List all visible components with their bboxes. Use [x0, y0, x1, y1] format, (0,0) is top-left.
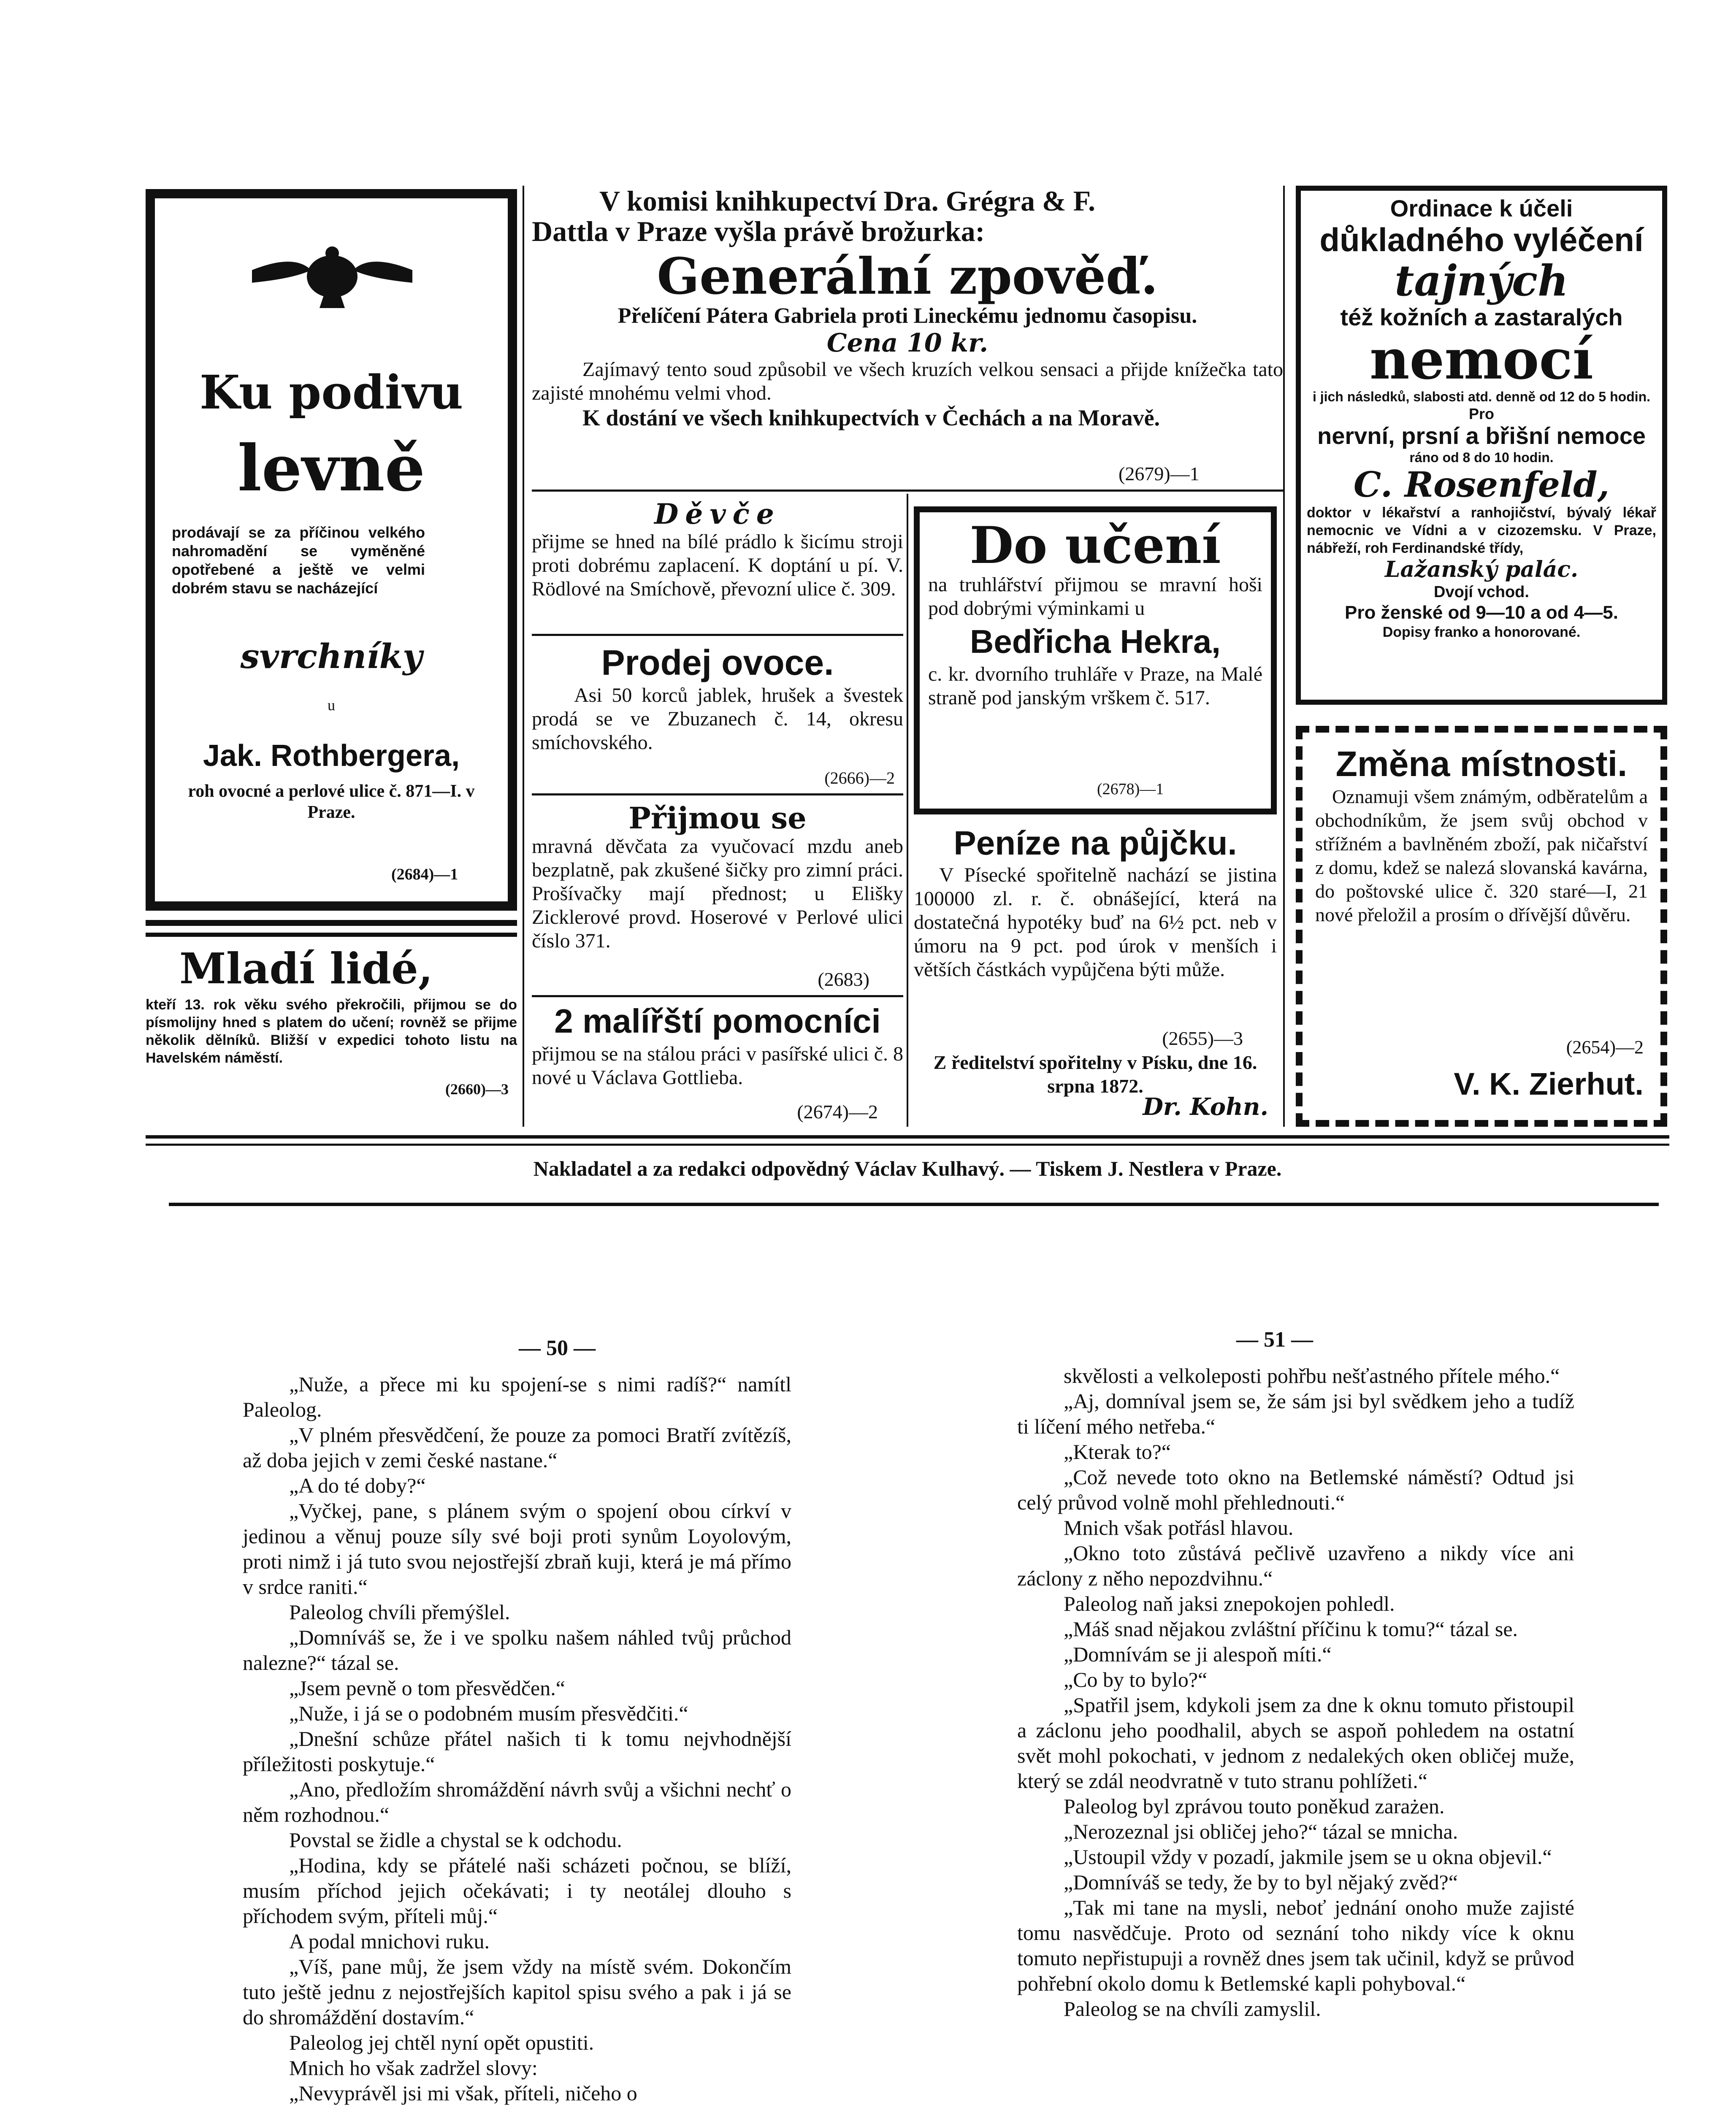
ad-body: kteří 13. rok věku svého překročili, přijmou se do písmolijny hned s platem do učení; rovněž se přijme několik dělníků. Bližší v expedici tohoto listu na Havelském náměstí.: [146, 997, 517, 1066]
ad-prijmou-se: [532, 802, 903, 992]
ad-code: (2679)—1: [1119, 463, 1200, 484]
ad-body: Asi 50 korců jablek, hrušek a švestek prodá se ve Zbuzanech č. 14, okresu smíchovského.: [532, 684, 903, 754]
paragraph: Paleolog jej chtěl nyní opět opustiti.: [289, 2031, 594, 2054]
paragraph: „Víš, pane můj, že jsem vždy na místě svém. Dokončím tuto ještě jednu z nejostřejších kapitol spisu svého a pak i já se do shromáždění dostavím.“: [243, 1955, 791, 2029]
paragraph: „Domnívám se ji alespoň míti.“: [1064, 1642, 1332, 1666]
paragraph: Mnich však potřásl hlavou.: [1064, 1516, 1294, 1539]
ad-line: též kožních a zastaralých: [1340, 304, 1623, 330]
ad-title: Peníze na půjčku.: [953, 824, 1237, 862]
ad-intro-2: Dattla v Praze vyšla právě brožurka:: [532, 215, 985, 247]
divider: [1283, 186, 1285, 1127]
ad-title: Změna místnosti.: [1335, 744, 1628, 784]
page-number-left: — 50 —: [519, 1336, 596, 1360]
paragraph: „Nuže, i já se o podobném musím přesvědčiti.“: [289, 1702, 688, 1725]
divider: [532, 490, 1283, 492]
ad-code: (2666)—2: [824, 768, 895, 787]
paragraph: „Tak mi tane na mysli, neboť jednání onoho muže zajisté tomu nasvědčuje. Proto od seznání toho nikdy více k oknu tomuto nepřistupuji a rovněž dnes jsem tak učinil, když se průvod pohřební okolo domu k Betlemské kapli pohyboval.“: [1017, 1896, 1574, 1995]
ad-line: Dvojí vchod.: [1434, 583, 1529, 601]
ad-body: Oznamuji všem známým, odběratelům a obchodníkům, že jsem svůj obchod v střížném a bavlněném zboží, pak ničařství z domu, kdež se nalezá slovanská kavárna, do poštovské ulice č. 320 staré—I, 21 nové přeložil a prosím o dřívější důvěru.: [1315, 786, 1648, 925]
ad-intro: V komisi knihkupectví Dra. Grégra & F.: [599, 185, 1095, 217]
paragraph: „Nuže, a přece mi ku spojení-se s nimi radíš?“ namítl Paleolog.: [243, 1372, 791, 1421]
paragraph: „Domníváš se tedy, že by to byl nějaký zvěd?“: [1064, 1870, 1458, 1894]
ad-code: (2678)—1: [1097, 780, 1164, 798]
paragraph: Paleolog se na chvíli zamyslil.: [1064, 1997, 1321, 2021]
paragraph: „Ano, předložím shromáždění návrh svůj a všichni nechť o něm rozhodnou.“: [243, 1777, 791, 1826]
paragraph: „Máš snad nějakou zvláštní příčinu k tomu?“ tázal se.: [1064, 1617, 1518, 1641]
ad-body-2: c. kr. dvorního truhláře v Praze, na Malé straně pod janským vrškem č. 517.: [928, 663, 1262, 709]
paragraph: „V plném přesvědčení, že pouze za pomoci Bratří zvítězíš, až doba jejich v zemi české nastane.“: [243, 1423, 791, 1472]
paragraph: „Hodina, kdy se přátelé naši scházeti počnou, se blíží, musím příchod jejich očekávati; i ty neotálej dlouho s příchodem svým, příteli můj.“: [243, 1853, 791, 1928]
ad-line: nemocí: [1369, 327, 1594, 392]
ad-title: Mladí lidé,: [179, 944, 433, 993]
divider: [146, 920, 517, 926]
ad-body: na truhlářství přijmou se mravní hoši pod dobrými výminkami u: [928, 573, 1262, 619]
divider: [532, 995, 903, 997]
paragraph: „Co by to bylo?“: [1064, 1668, 1208, 1691]
paragraph: A podal mnichovi ruku.: [289, 1929, 490, 1953]
ad-body: mravná děvčata za vyučovací mzdu aneb bezplatně, pak zkušené šičky pro zimní práci. Prošívačky mají přednost; u Elišky Zicklerové provd. Hoserové v Perlové ulici číslo 371.: [532, 835, 903, 952]
paragraph: „Spatřil jsem, kdykoli jsem za dne k oknu tomuto přistoupil a záclonu jeho poodhalil, abych se aspoň pohledem na ostatní svět mohl pokochati, v jednom z nedalekých oken obličej muže, který se zdál neodvratně v tuto stranu pohlížeti.“: [1017, 1693, 1574, 1793]
divider: [532, 793, 903, 795]
paragraph: skvělosti a velkoleposti pohřbu nešťastného přítele mého.“: [1064, 1364, 1560, 1388]
ad-line: důkladného vyléčení: [1319, 221, 1644, 258]
ad-mladi-lide: [146, 945, 517, 1118]
ad-sub: Přelíčení Pátera Gabriela proti Lineckému jednomu časopisu.: [617, 304, 1197, 328]
ad-line: doktor v lékařství a ranhojičství, bývalý lékař nemocnic ve Vídni a v cizozemsku. V Praze, nábřeží, roh Ferdinandské třídy,: [1307, 505, 1656, 556]
ad-line: i jich následků, slabosti atd. denně od 12 do 5 hodin.: [1312, 389, 1651, 404]
ad-title: Prodej ovoce.: [601, 643, 834, 682]
ad-line: Dopisy franko a honorované.: [1382, 624, 1581, 640]
ad-line: nervní, prsní a břišní nemoce: [1317, 422, 1646, 449]
ad-line: Ordinace k účeli: [1390, 195, 1573, 222]
imprint: Nakladatel a za redakci odpovědný Václav Kulhavý. — Tiskem J. Nestlera v Praze.: [533, 1157, 1282, 1180]
paragraph: Mnich ho však zadržel slovy:: [289, 2056, 538, 2080]
paragraph: „Okno toto zůstává pečlivě uzavřeno a nikdy více ani záclony z něho nepozdvihnu.“: [1017, 1541, 1574, 1590]
ad-code: (2674)—2: [797, 1101, 878, 1123]
ad-connector: u: [328, 697, 335, 714]
ad-title: Ku podivu: [199, 365, 463, 419]
divider: [146, 1135, 1669, 1139]
ad-line: Pro: [1468, 405, 1494, 422]
ad-gregr-brochure: [532, 186, 1283, 498]
ad-title: Přijmou se: [628, 801, 807, 836]
ad-line: tajných: [1395, 256, 1568, 306]
paragraph: „Ustoupil vždy v pozadí, jakmile jsem se u okna objevil.“: [1064, 1845, 1552, 1869]
ad-signature: V. K. Zierhut.: [1454, 1066, 1644, 1101]
divider: [146, 933, 517, 937]
ad-code: (2655)—3: [1162, 1028, 1243, 1049]
ad-rothberger: [146, 189, 517, 911]
ad-product: svrchníky: [240, 636, 422, 676]
ad-do-uceni: [914, 506, 1277, 814]
ad-title: 2 malířští pomocníci: [554, 1002, 881, 1040]
ad-rosenfeld: [1296, 186, 1667, 705]
ad-zmena-mistnosti: [1296, 726, 1667, 1127]
divider: [532, 634, 903, 636]
paragraph: „Aj, domníval jsem se, že sám jsi byl svědkem jeho a tudíž ti líčení mého netřeba.“: [1017, 1389, 1574, 1438]
ad-title: Generální zpověď.: [657, 247, 1158, 306]
ad-body: Zajímavý tento soud způsobil ve všech kruzích velkou sensaci a přijde knížečka tato zajisté mnohému velmi vhod.: [532, 358, 1283, 404]
ad-title-2: levně: [237, 431, 425, 506]
paragraph: „Kterak to?“: [1064, 1440, 1171, 1463]
page-number-right: — 51 —: [1236, 1328, 1313, 1352]
paragraph: „Domníváš se, že i ve spolku našem náhled tvůj průchod nalezne?“ tázal se.: [243, 1626, 791, 1674]
paragraph: „Nevyprávěl jsi mi však, příteli, ničeho o: [289, 2081, 637, 2105]
page-right-text: [1017, 1363, 1574, 2021]
paragraph: „Nerozeznal jsi obličej jeho?“ tázal se mnicha.: [1064, 1820, 1458, 1843]
ad-title: Do učení: [970, 516, 1221, 575]
ad-signature: Z ředitelství spořitelny v Písku, dne 16. srpna 1872.: [933, 1052, 1257, 1097]
ad-code: (2684)—1: [391, 866, 458, 883]
divider: [169, 1203, 1659, 1206]
paragraph: „Vyčkej, pane, s plánem svým o spojení obou církví v jedinou a věnuj pouze síly své boji proti synům Loyolovým, proti nimž i já tuto svou nejostřejší zbraň kuji, která je má přímo v srdce raniti.“: [243, 1499, 791, 1599]
divider: [146, 1144, 1669, 1146]
ad-code: (2683): [818, 968, 869, 990]
paragraph: „Což nevede toto okno na Betlemské náměstí? Odtud jsi celý průvod volně mohl přehlednouti.“: [1017, 1465, 1574, 1514]
page-left-text: [243, 1372, 791, 2106]
ad-body: přijme se hned na bílé prádlo k šicímu stroji proti dobrému zaplacení. K doptání u pí. V. Rödlové na Smíchově, převozní ulice č. 309.: [532, 530, 903, 600]
ad-line: ráno od 8 do 10 hodin.: [1409, 450, 1554, 465]
eagle-emblem: [252, 245, 412, 308]
ad-prodej-ovoce: [532, 641, 903, 785]
paragraph: „Jsem pevně o tom přesvědčen.“: [289, 1676, 565, 1700]
ad-availability: K dostání ve všech knihkupectvích v Čechách a na Moravě.: [582, 405, 1160, 430]
ad-code: (2654)—2: [1566, 1037, 1644, 1058]
ad-signature-name: Dr. Kohn.: [1143, 1093, 1268, 1121]
ad-body: prodávají se za příčinou velkého nahromadění se vyměněné opotřebené a ještě ve velmi dobrém stavu se nacházející: [172, 524, 425, 597]
divider: [907, 494, 908, 1127]
ad-malirsti-pomocnici: [532, 1000, 903, 1127]
ad-body: V Písecké spořitelně nachází se jistina 100000 zl. r. č. obnášející, která na dostatečná hypotéky buď na 6½ pct. neb v úmoru na 9 pct. pod úrok v menších i větších částkách vypůjčena býti může.: [914, 864, 1277, 981]
ad-line: C. Rosenfeld,: [1353, 465, 1610, 505]
ad-line: Pro ženské od 9—10 a od 4—5.: [1344, 602, 1618, 623]
ad-firm: Jak. Rothbergera,: [203, 739, 460, 773]
divider: [523, 186, 524, 1127]
ad-title: Děvče: [654, 498, 781, 530]
ad-devce: [532, 498, 903, 633]
paragraph: „Dnešní schůze přátel našich ti k tomu nejvhodnější příležitosti poskytuje.“: [243, 1727, 791, 1776]
ad-code: (2660)—3: [445, 1081, 509, 1098]
ad-firm: Bedřicha Hekra,: [970, 623, 1221, 660]
paragraph: Paleolog byl zprávou touto poněkud zarażen.: [1064, 1794, 1445, 1818]
ad-line: Lažanský palác.: [1384, 557, 1579, 582]
paragraph: „A do té doby?“: [289, 1474, 426, 1497]
paragraph: Paleolog naň jaksi znepokojen pohledl.: [1064, 1592, 1395, 1615]
paragraph: Povstal se židle a chystal se k odchodu.: [289, 1828, 622, 1852]
paragraph: Paleolog chvíli přemýšlel.: [289, 1600, 510, 1624]
ad-address: roh ovocné a perlové ulice č. 871—I. v Praze.: [188, 782, 475, 822]
ad-penize-na-pujcku: [914, 823, 1277, 1127]
ad-price: Cena 10 kr.: [826, 328, 989, 358]
ad-body: přijmou se na stálou práci v pasířské ulici č. 8 nové u Václava Gottlieba.: [532, 1043, 903, 1089]
